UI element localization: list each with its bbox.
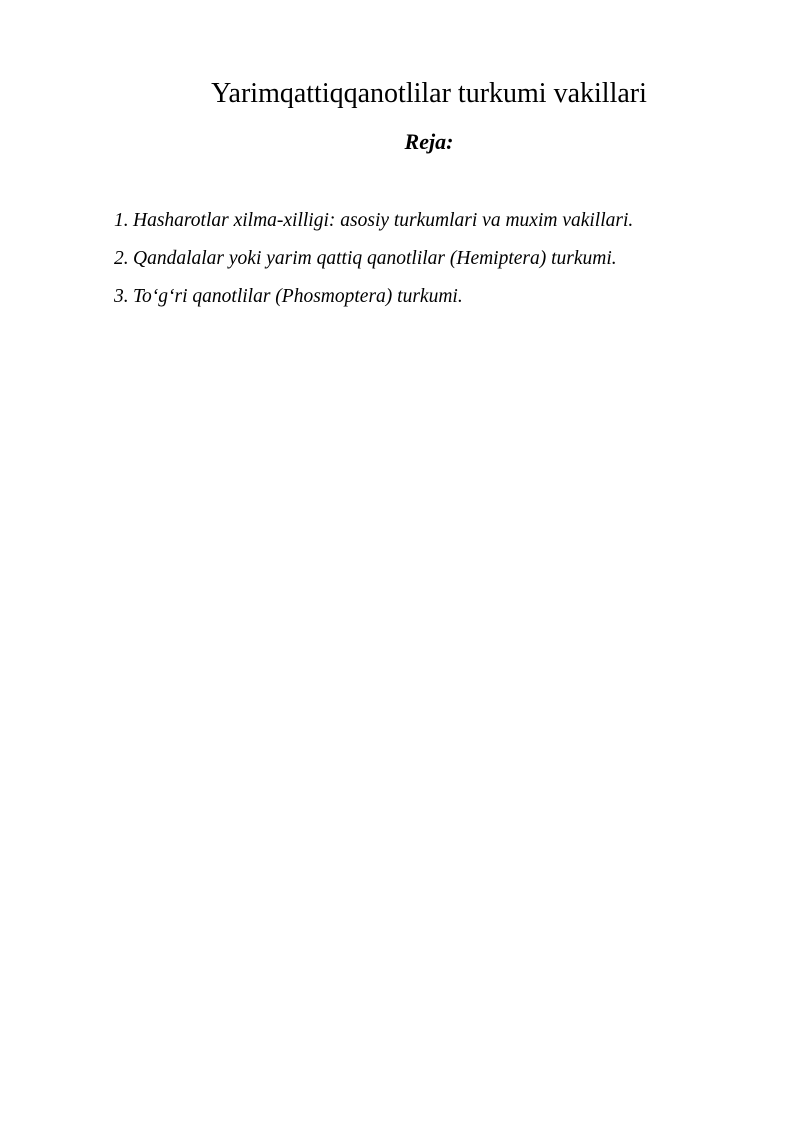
plan-item-text: Qandalalar yoki yarim qattiq qanotlilar (Hemiptera) turkumi. xyxy=(133,248,617,269)
plan-item-number: 1. xyxy=(114,210,129,231)
plan-item-1 xyxy=(114,206,754,244)
plan-item-number: 3. xyxy=(114,286,129,307)
plan-item-text: Hasharotlar xilma-xilligi: asosiy turkumlari va muxim vakillari. xyxy=(133,210,634,231)
plan-item-number: 2. xyxy=(114,248,129,269)
plan-list xyxy=(114,206,754,320)
plan-item-text: To‘g‘ri qanotlilar (Phosmoptera) turkumi. xyxy=(133,286,463,307)
plan-item-2 xyxy=(114,244,754,282)
page-title: Yarimqattiqqanotlilar turkumi vakillari xyxy=(211,78,647,109)
plan-item-3 xyxy=(114,282,754,320)
plan-heading: Reja: xyxy=(404,129,454,154)
